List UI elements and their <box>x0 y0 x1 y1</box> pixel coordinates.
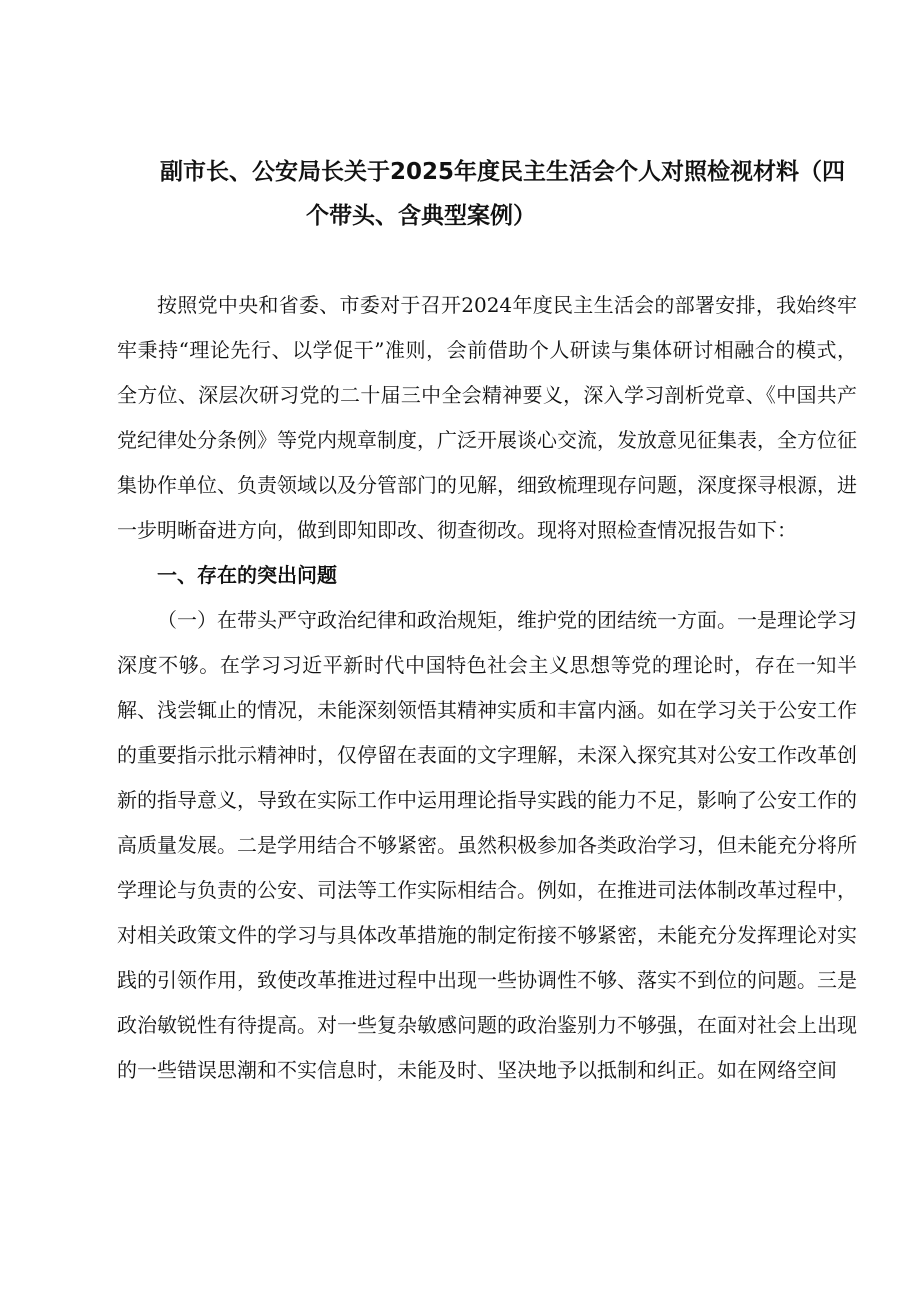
title-line-2: 个带头、含典型案例） <box>306 203 536 229</box>
document-body <box>117 283 857 1093</box>
section-heading-1: 一、存在的突出问题 <box>157 563 337 587</box>
intro-paragraph: 按照党中央和省委、市委对于召开2024年度民主生活会的部署安排，我始终牢牢秉持“理论先行、以学促干”准则，会前借助个人研读与集体研讨相融合的模式，全方位、深层次研习党的二十届三中全会精神要义，深入学习剖析党章、《中国共产党纪律处分条例》等党内规章制度，广泛开展谈心交流，发放意见征集表，全方位征集协作单位、负责领域以及分管部门的见解，细致梳理现存问题，深度探寻根源，进一步明晰奋进方向，做到即知即改、彻查彻改。现将对照检查情况报告如下： <box>117 293 857 542</box>
section-1-paragraph-1: （一）在带头严守政治纪律和政治规矩，维护党的团结统一方面。一是理论学习深度不够。在学习习近平新时代中国特色社会主义思想等党的理论时，存在一知半解、浅尝辄止的情况，未能深刻领悟其精神实质和丰富内涵。如在学习关于公安工作的重要指示批示精神时，仅停留在表面的文字理解，未深入探究其对公安工作改革创新的指导意义，导致在实际工作中运用理论指导实践的能力不足，影响了公安工作的高质量发展。二是学用结合不够紧密。虽然积极参加各类政治学习，但未能充分将所学理论与负责的公安、司法等工作实际相结合。例如，在推进司法体制改革过程中，对相关政策文件的学习与具体改革措施的制定衔接不够紧密，未能充分发挥理论对实践的引领作用，致使改革推进过程中出现一些协调性不够、落实不到位的问题。三是政治敏锐性有待提高。对一些复杂敏感问题的政治鉴别力不够强，在面对社会上出现的一些错误思潮和不实信息时，未能及时、坚决地予以抵制和纠正。如在网络空间 <box>117 608 857 1082</box>
document-title <box>160 150 846 238</box>
title-line-1: 副市长、公安局长关于2025年度民主生活会个人对照检视材料（四 <box>160 159 846 185</box>
